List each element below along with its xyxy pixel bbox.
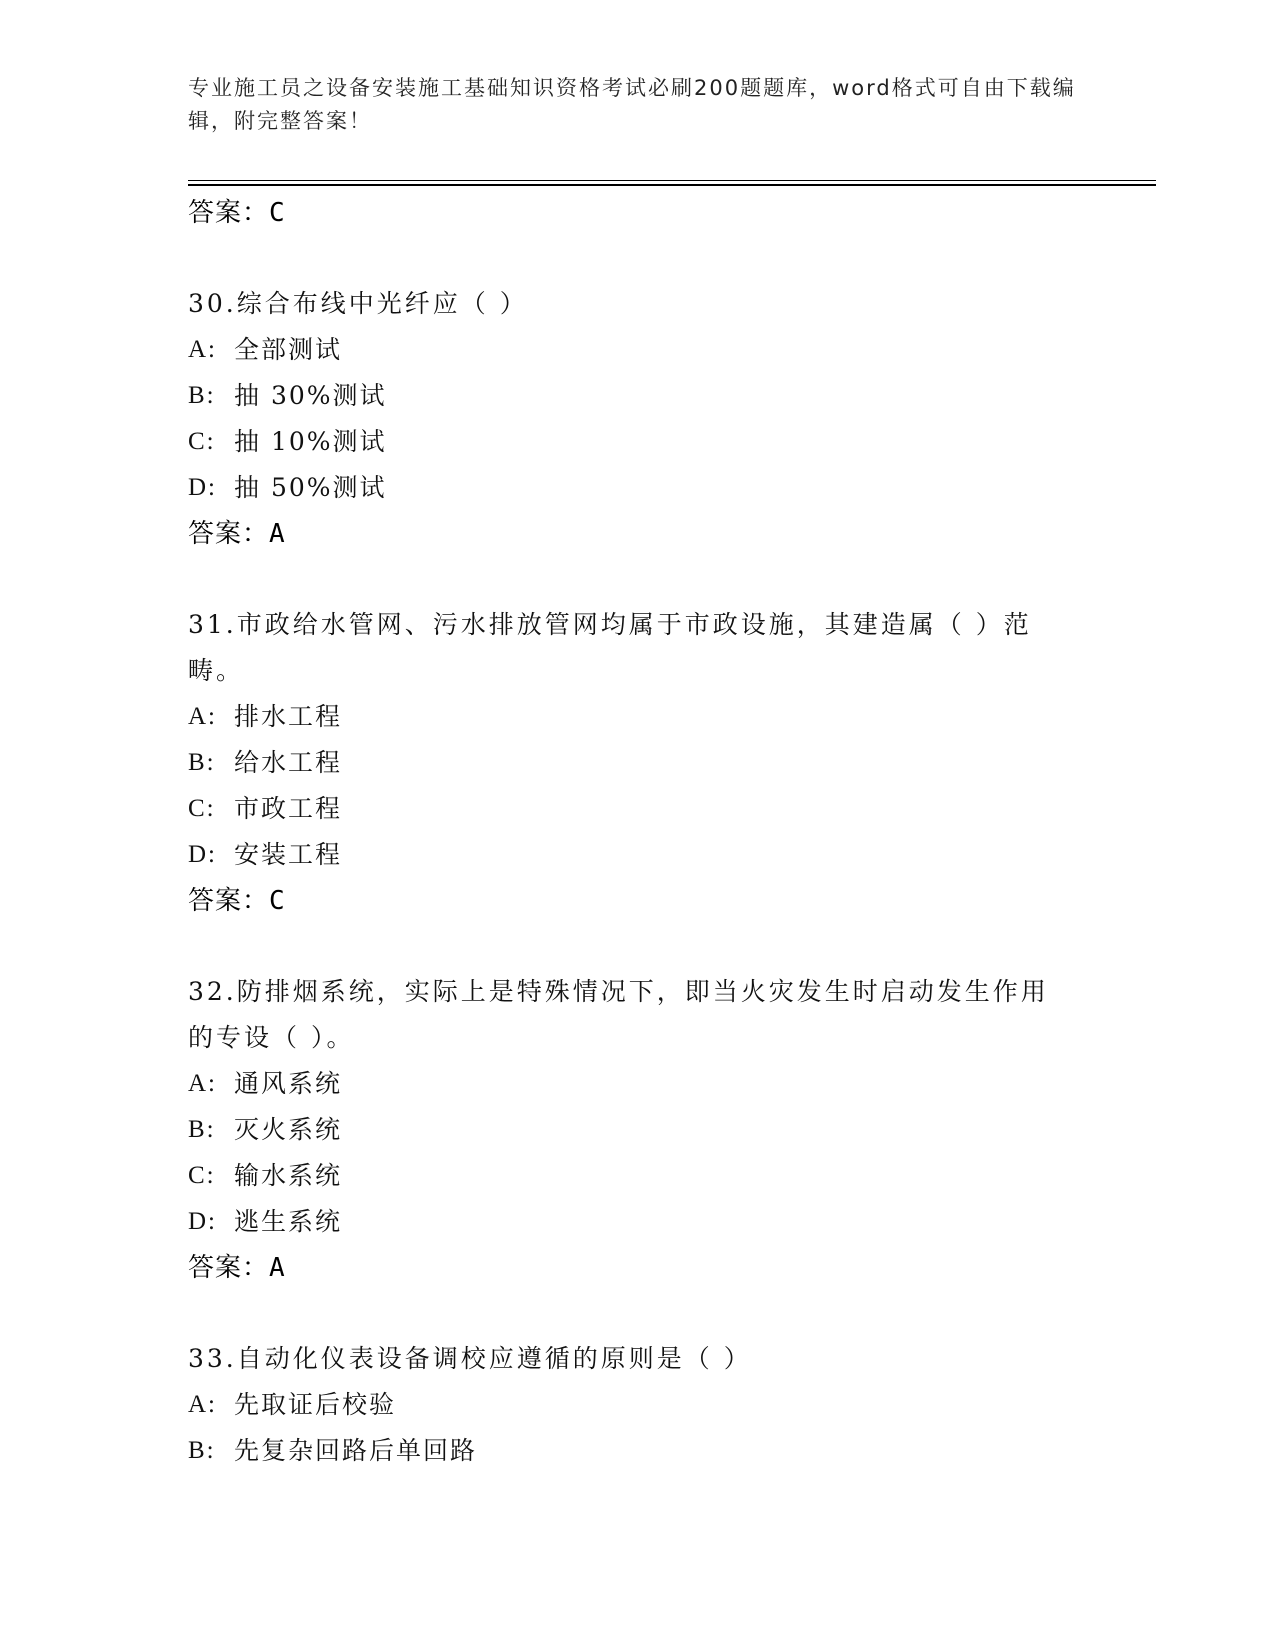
option-c <box>188 786 1088 832</box>
option-text: 市政工程 <box>234 794 343 823</box>
question-stem: 30.综合布线中光纤应（ ） <box>188 289 528 318</box>
spacer <box>188 557 1088 602</box>
spacer <box>188 924 1088 969</box>
option-c <box>188 419 1088 465</box>
question-stem: 32.防排烟系统，实际上是特殊情况下，即当火灾发生时启动发生作用 <box>188 977 1049 1006</box>
option-a <box>188 1382 1088 1428</box>
option-a <box>188 327 1088 373</box>
option-key: B: <box>188 1116 216 1143</box>
answer-line: 答案：A <box>188 519 286 549</box>
option-d <box>188 1199 1088 1245</box>
question-list <box>188 190 1088 1474</box>
option-text: 通风系统 <box>234 1069 343 1098</box>
option-b <box>188 1107 1088 1153</box>
option-text: 抽 30%测试 <box>234 381 387 410</box>
option-a <box>188 1061 1088 1107</box>
question-stem-continued: 畴。 <box>188 656 245 685</box>
header-rule-thin <box>188 180 1156 181</box>
option-key: C: <box>188 428 216 455</box>
option-key: A: <box>188 1391 217 1418</box>
option-key: B: <box>188 1437 216 1464</box>
question-stem-continued: 的专设（ ）。 <box>188 1023 355 1052</box>
answer-line: 答案：A <box>188 1253 286 1283</box>
option-b <box>188 740 1088 786</box>
answer-line: 答案：C <box>188 198 286 228</box>
option-key: B: <box>188 382 216 409</box>
spacer <box>188 1291 1088 1336</box>
option-b <box>188 373 1088 419</box>
option-key: B: <box>188 749 216 776</box>
document-header: 专业施工员之设备安装施工基础知识资格考试必刷200题题库，word格式可自由下载编辑，附完整答案！ <box>188 76 1076 133</box>
option-text: 逃生系统 <box>234 1207 343 1236</box>
option-key: D: <box>188 841 217 868</box>
option-key: D: <box>188 474 217 501</box>
option-text: 抽 50%测试 <box>234 473 387 502</box>
option-d <box>188 465 1088 511</box>
option-text: 排水工程 <box>234 702 343 731</box>
option-text: 先复杂回路后单回路 <box>234 1436 478 1465</box>
option-text: 给水工程 <box>234 748 343 777</box>
question-block <box>188 602 1088 924</box>
option-key: C: <box>188 795 216 822</box>
option-key: D: <box>188 1208 217 1235</box>
option-b <box>188 1428 1088 1474</box>
option-c <box>188 1153 1088 1199</box>
option-key: A: <box>188 703 217 730</box>
option-text: 安装工程 <box>234 840 343 869</box>
option-text: 全部测试 <box>234 335 343 364</box>
option-key: C: <box>188 1162 216 1189</box>
question-block <box>188 281 1088 557</box>
question-stem: 33.自动化仪表设备调校应遵循的原则是（ ） <box>188 1344 752 1373</box>
answer-line: 答案：C <box>188 886 286 916</box>
option-a <box>188 694 1088 740</box>
question-block <box>188 1336 1088 1474</box>
option-text: 先取证后校验 <box>234 1390 397 1419</box>
question-block <box>188 969 1088 1291</box>
option-key: A: <box>188 336 217 363</box>
option-key: A: <box>188 1070 217 1097</box>
question-stem: 31.市政给水管网、污水排放管网均属于市政设施，其建造属（ ）范 <box>188 610 1032 639</box>
option-d <box>188 832 1088 878</box>
header-rule-thick <box>188 184 1156 186</box>
option-text: 抽 10%测试 <box>234 427 387 456</box>
spacer <box>188 236 1088 281</box>
option-text: 输水系统 <box>234 1161 343 1190</box>
option-text: 灭火系统 <box>234 1115 343 1144</box>
